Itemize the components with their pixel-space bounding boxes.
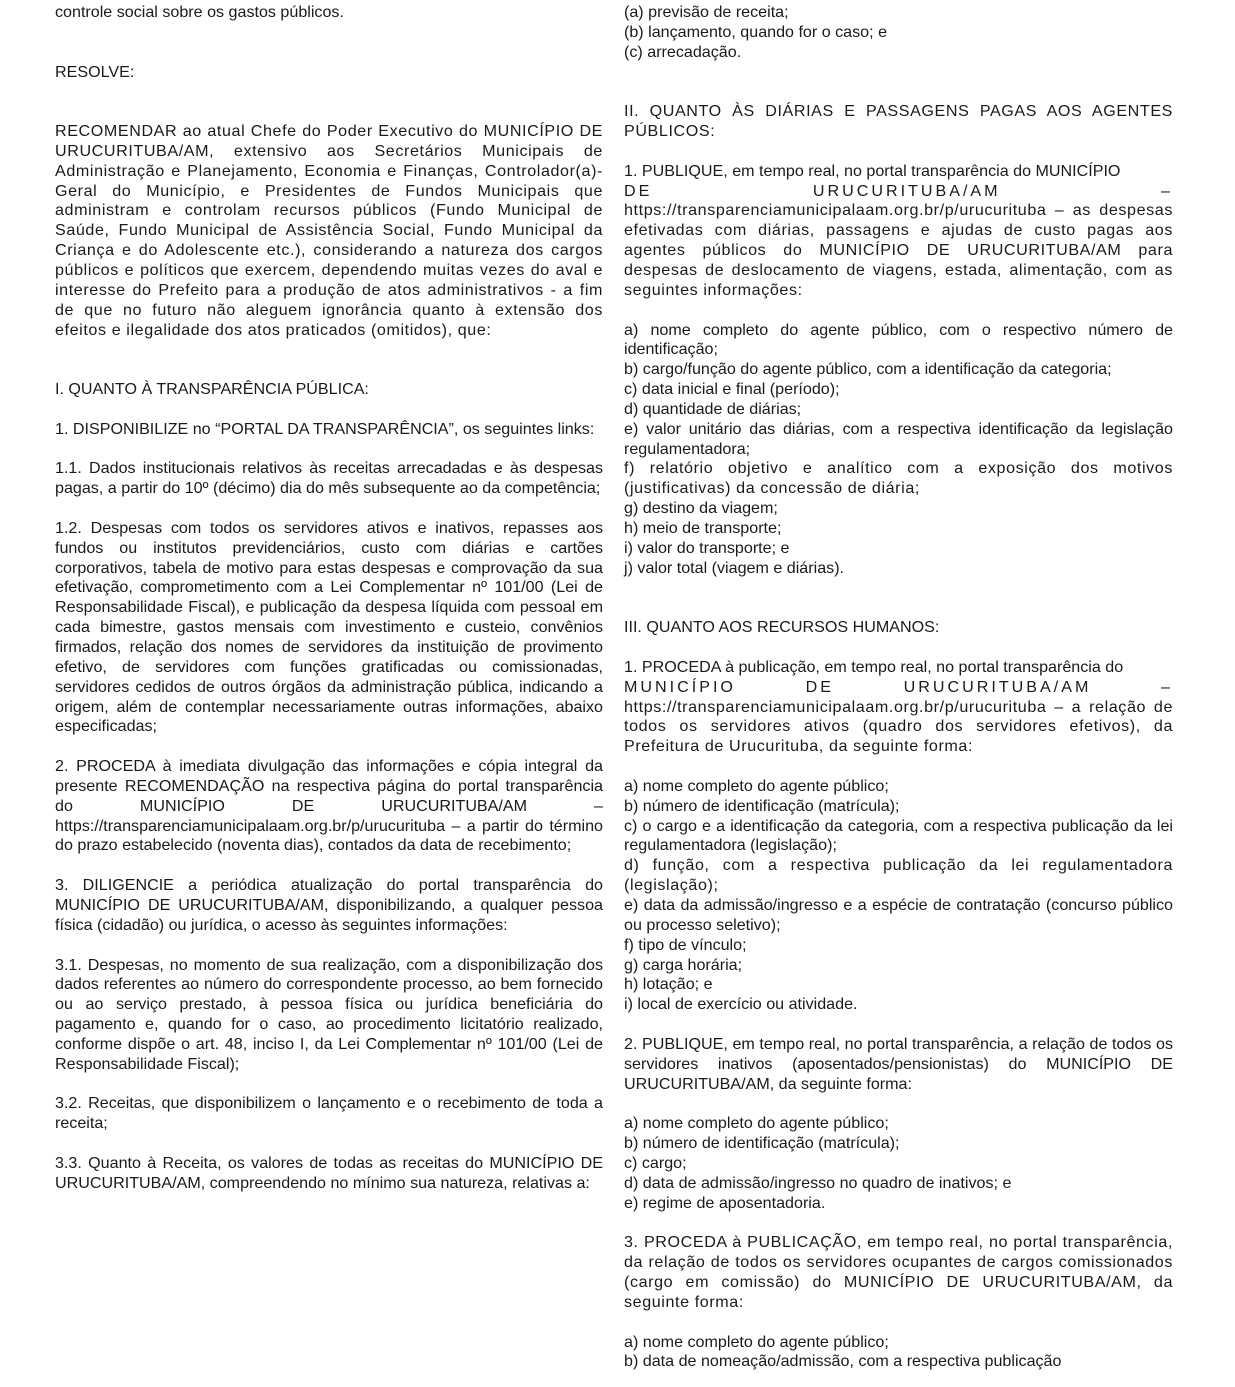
list-item: c) data inicial e final (período); — [624, 380, 840, 399]
list-item: a) nome completo do agente público; — [624, 1114, 889, 1133]
list-item: j) valor total (viagem e diárias). — [624, 558, 845, 577]
list-item: b) número de identificação (matrícula); — [624, 1134, 900, 1153]
list-item: h) lotação; e — [624, 975, 713, 994]
list-item: (a) previsão de receita; — [624, 3, 789, 21]
item-3-diligencie: 3. DILIGENCIE a periódica atualização do portal transparência do MUNICÍPIO DE URUCURITUBA/AM, disponibilizando, a qualquer pessoa física (cidadão) ou jurídica, o acesso às seguintes informações: — [55, 876, 603, 934]
list-item: a) nome completo do agente público; — [624, 1332, 889, 1351]
item-1-disponibilize: 1. DISPONIBILIZE no “PORTAL DA TRANSPARÊNCIA”, os seguintes links: — [55, 419, 595, 438]
list-item: (b) lançamento, quando for o caso; e — [624, 22, 888, 41]
list-item: c) cargo; — [624, 1153, 687, 1172]
list-item: a) nome completo do agente público, com o respectivo número de identificação; — [624, 320, 1173, 359]
resolve-heading: RESOLVE: — [55, 62, 135, 81]
list-item: e) regime de aposentadoria. — [624, 1193, 826, 1212]
item-1-2: 1.2. Despesas com todos os servidores ativos e inativos, repasses aos fundos ou institutos previdenciários, custo com diárias e cartões corporativos, tabela de motivo para estas despesas e comprovação da sua efetivação, comprometimento com a Lei Complementar nº 101/00 (Lei de Responsabilidade Fiscal), e publicação da despesa líquida com pessoal em cada bimestre, gastos mensais com investimento e custeio, convênios firmados, relação dos nomes de servidores da instituição de provimento efetivo, de servidores com funções gratificadas ou comissionadas, servidores cedidos de outros órgãos da administração pública, indicando a origem, além de contemplar necessariamente outras informações, abaixo especificadas; — [55, 518, 603, 736]
list-item: (c) arrecadação. — [624, 42, 742, 61]
list-item: d) função, com a respectiva publicação da lei regulamentadora (legislação); — [624, 856, 1173, 895]
list-item: g) destino da viagem; — [624, 499, 778, 518]
list-item: g) carga horária; — [624, 955, 743, 974]
list-item: e) data da admissão/ingresso e a espécie de contratação (concurso público ou processo seletivo); — [624, 895, 1173, 934]
item-1-proceda-rest: https://transparenciamunicipalaam.org.br/p/urucurituba – a relação de todos os servidores ativos (quadro dos servidores efetivos), da Prefeitura de Urucurituba, da seguinte forma: — [624, 697, 1173, 756]
list-item: b) cargo/função do agente público, com a identificação da categoria; — [624, 360, 1112, 379]
list-item: b) data de nomeação/admissão, com a respectiva publicação — [624, 1352, 1062, 1371]
section-heading-recursos-humanos: III. QUANTO AOS RECURSOS HUMANOS: — [624, 618, 940, 637]
item-2-publique: 2. PUBLIQUE, em tempo real, no portal transparência, a relação de todos os servidores inativos (aposentados/pensionistas) do MUNICÍPIO DE URUCURITUBA/AM, da seguinte forma: — [624, 1034, 1173, 1093]
section-heading-transparencia: I. QUANTO À TRANSPARÊNCIA PÚBLICA: — [55, 380, 369, 399]
section-heading-diarias: II. QUANTO ÀS DIÁRIAS E PASSAGENS PAGAS AOS AGENTES PÚBLICOS: — [624, 102, 1173, 141]
item-1-publique-line2: DE URUCURITUBA/AM – — [624, 181, 1173, 200]
item-1-publique-rest: https://transparenciamunicipalaam.org.br/p/urucurituba – as despesas efetivadas com diárias, passagens e ajudas de custo pagas aos agentes públicos do MUNICÍPIO DE URUCURITUBA/AM para despesas de deslocamento de viagens, estada, alimentação, com as seguintes informações: — [624, 201, 1173, 299]
item-3-2: 3.2. Receitas, que disponibilizem o lançamento e o recebimento de toda a receita; — [55, 1094, 603, 1133]
list-item: a) nome completo do agente público; — [624, 776, 889, 795]
item-2-proceda: 2. PROCEDA à imediata divulgação das informações e cópia integral da presente RECOMENDAÇÃO na respectiva página do portal transparência do MUNICÍPIO DE URUCURITUBA/AM – https://transparenciamunicipalaam.org.br/p/urucurituba – a partir do término do prazo estabelecido (noventa dias), contados da data de recebimento; — [55, 757, 603, 855]
paragraph-recomendar: RECOMENDAR ao atual Chefe do Poder Executivo do MUNICÍPIO DE URUCURITUBA/AM, extensivo aos Secretários Municipais de Administração e Planejamento, Economia e Finanças, Controlador(a)-Geral do Município, e Presidentes de Fundos Municipais que administram e controlam recursos públicos (Fundo Municipal de Saúde, Fundo Municipal de Assistência Social, Fundo Municipal da Criança e do Adolescente etc.), considerando a natureza dos cargos públicos e políticos que exercem, dependendo muitas vezes do aval e interesse do Prefeito para a produção de atos administrativos - a fim de que no futuro não aleguem ignorância quanto à extensão dos efeitos e ilegalidade dos atos praticados (omitidos), que: — [55, 122, 603, 339]
list-item: b) número de identificação (matrícula); — [624, 796, 900, 815]
item-1-publique-line1: 1. PUBLIQUE, em tempo real, no portal transparência do MUNICÍPIO — [624, 161, 1121, 180]
right-column — [624, 3, 1173, 1372]
item-3-proceda-publicacao: 3. PROCEDA à PUBLICAÇÃO, em tempo real, no portal transparência, da relação de todos os servidores ocupantes de cargos comissionados (cargo em comissão) do MUNICÍPIO DE URUCURITUBA/AM, da seguinte forma: — [624, 1233, 1173, 1311]
list-item: e) valor unitário das diárias, com a respectiva identificação da legislação regulamentadora; — [624, 419, 1173, 458]
item-1-proceda-line2: MUNICÍPIO DE URUCURITUBA/AM – — [624, 677, 1173, 696]
list-item: c) o cargo e a identificação da categoria, com a respectiva publicação da lei regulamentadora (legislação); — [624, 816, 1173, 855]
item-1-1: 1.1. Dados institucionais relativos às receitas arrecadadas e às despesas pagas, a partir do 10º (décimo) dia do mês subsequente ao da competência; — [55, 459, 603, 498]
item-1-proceda-line1: 1. PROCEDA à publicação, em tempo real, no portal transparência do — [624, 657, 1124, 676]
left-column — [55, 3, 603, 1194]
list-item: f) relatório objetivo e analítico com a exposição dos motivos (justificativas) da concessão de diária; — [624, 459, 1173, 498]
list-item: d) quantidade de diárias; — [624, 399, 802, 418]
list-item: d) data de admissão/ingresso no quadro de inativos; e — [624, 1173, 1012, 1192]
list-item: i) local de exercício ou atividade. — [624, 995, 858, 1014]
paragraph-intro-end: controle social sobre os gastos públicos. — [55, 3, 344, 21]
item-3-3: 3.3. Quanto à Receita, os valores de todas as receitas do MUNICÍPIO DE URUCURITUBA/AM, compreendendo no mínimo sua natureza, relativas a: — [55, 1153, 603, 1192]
list-item: h) meio de transporte; — [624, 518, 782, 537]
list-item: f) tipo de vínculo; — [624, 935, 747, 954]
item-3-1: 3.1. Despesas, no momento de sua realização, com a disponibilização dos dados referentes ao número do correspondente processo, ao bem fornecido ou ao serviço prestado, à pessoa física ou jurídica beneficiária do pagamento e, quando for o caso, ao procedimento licitatório realizado, conforme dispõe o art. 48, inciso I, da Lei Complementar nº 101/00 (Lei de Responsabilidade Fiscal); — [55, 955, 603, 1073]
list-item: i) valor do transporte; e — [624, 538, 790, 557]
